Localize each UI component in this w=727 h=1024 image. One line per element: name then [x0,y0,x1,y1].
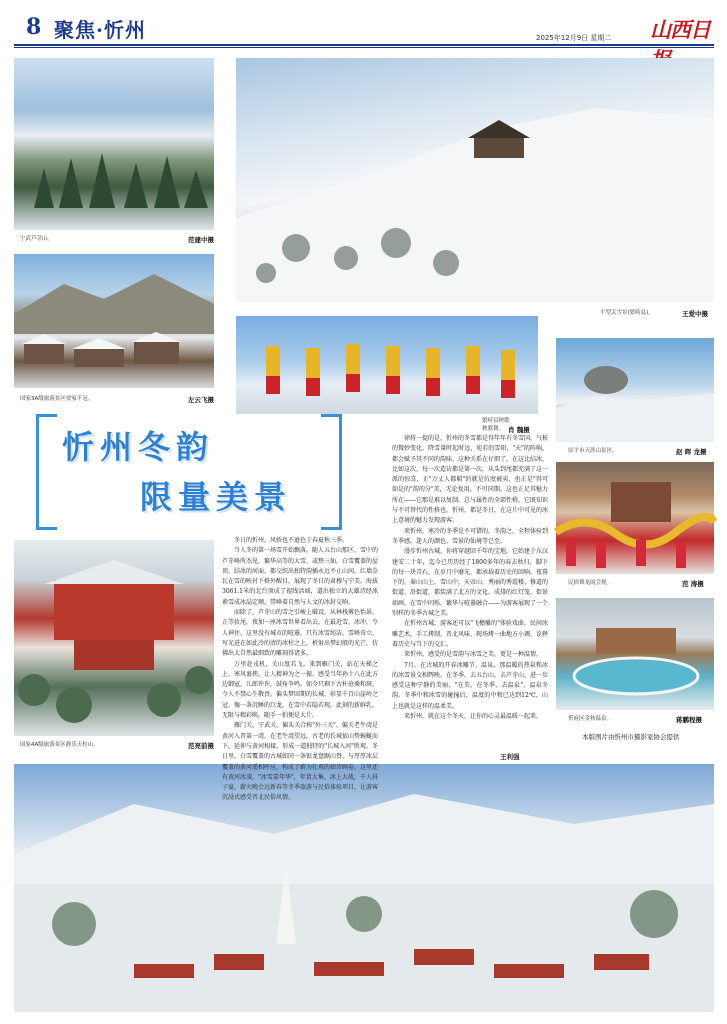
article-paragraph: 漫步忻州古城，你将穿越回千年的宝地。它始建于东汉建安二十年，迄今已历历经了1800多年的春去秋归，脚下的每一块青石，在岁月中磨光，都承载着历史的回响。夜幕下的，秦山山上，雪山中，天帝山，秀丽的秀霞楼、修道的街道、沿街道，都装满了北方的文化，成排的红灯笼，街景如画，在雪中闪烁，繁华与喧嚣融合——为游客展现了一个别样的冬季古城之美。 [392,548,549,618]
photo-dragon-dance [556,462,714,574]
article-paragraph: 徐将一提的是，忻州的冬雪都是得年年有冬雪国，气候的微妙变化，降雪量时起时远，宛若的雪阳，"天"的阵响，都会赋予其不同的韵味，这种关系在仔细了，在这比结冰，比如这次，每一次造访都是第一次，从头到尾都充满了这一派的惊喜，正"万丈人都羁"的就是仿度被卖，也正是"得可如是的"韵的分"美，无论复用，不可同期。这也正足其魅力所在——它那是难以复制，总与属性的全部性格，它既知识与不可替代的性格也。忻州，都是冬日，在这片中可见的冰上意境的魅力发现游客。 [392,435,549,525]
hot-spring-icon [556,598,714,710]
rock-snow-icon [556,338,714,442]
header-rule [14,44,714,46]
credit-p3: 左云飞摄 [188,396,214,404]
title-line1: 忻州冬韵 [62,428,215,466]
credit-p6: 范 涛摄 [682,580,704,588]
section-title: 聚焦·忻州 [54,18,146,42]
article-paragraph: 在忻州古城，游客还可以"飞檐雕的"体验戏曲、民间冰雕艺术、手工烤制，晋北风味、现场烤一曲地方小调、诠释着历史与当下的交汇。 [392,620,549,648]
photo-jiajiaping [14,254,214,388]
article-paragraph: 而除了，芦芽山的雪之引峻上破设，从林栈雾色怡景，正等妆尾，夜加一座冰雪世界看出去。在最近雪，冰冲，令人神往。这里没有城市的喧嚣，只有冰雪纯洁，雪峰奇立，写光进在如此冷的清的冰柱之上，析射出梦幻般的光芒，仿佛出大自然最细致的雕刻得诸多。 [222,609,379,658]
photo-tianzhu-mountain [14,540,214,736]
credit-p2: 王爱中摄 [682,310,708,318]
caption-p8: 国家4A级旅游景区静乐天柱山。 [20,742,99,748]
caption-p6: 民俗舞龙闹会现。 [568,580,613,586]
photo-yangge-dance [236,316,538,414]
title-line2: 限量美景 [140,478,293,516]
article-author: 王利强 [500,753,520,761]
caption-p1: 宁武芦芽山。 [20,236,54,242]
article-paragraph: 来忻州，寒冷的冬季是不可错的，冬韵之，全程体验到冬季感，迷人的颜色，雪景的仙境等已至。 [392,527,549,545]
newspaper-logo: 山西日 [650,17,710,42]
credit-p5: 赵 晖 龙摄 [676,448,707,456]
photo-tianya-mountain [556,338,714,442]
photo-source-note: 本版图片由忻州市摄影家协会提供 [582,733,680,741]
article-column-1 [222,536,379,802]
article-paragraph: 7月，在古城的开春冰雕节，温泉，那温暖的热泉和冰的冰雪景交相辉映。在冬季，去五台山，去芦芽山，进一步感受这种宁静的美丽，"在美，在冬季，去温泉"，温泉冬韵。冬季中和冰雪的碰撞后，温度的中和已达到12℃，山上也就是这样的温柔美。 [392,661,549,710]
dragon-dance-icon [556,462,714,574]
village-snow-icon [14,254,214,388]
page-number: 8 [26,14,42,40]
header-rule-thin [14,47,714,48]
credit-p4: 肖 魏摄 [508,426,530,434]
feature-title [36,410,342,528]
article-paragraph: 雁门关、宁武关、偏头关合称"外三关"。偏关老牛湾是黄河入晋第一湾，在老牛湾望远，古老的长城依山势蜿蜒而下，延伸与黄河相接，形成一道独特的"长城入河"胜观。冬日里，白雪覆盖的古城如同一条银龙盘踞山脊，与厚厚冰层覆盖的黄河遥相呼应，构成了蔚为壮观的如诗画卷。这里还有黄河冰凌，"冰雪嘉年华"，年货大集、冰上大战，千人抖子宴，薪火晚会远新春等冬季旅游与民俗体验项目，让游客沉浸式感受晋北民俗风情。 [222,722,379,802]
photo-hot-spring [556,598,714,710]
great-wall-snow-icon [236,58,714,302]
caption-p5: 原平市天涯山景区。 [568,448,618,454]
issue-date: 2025年12月9日 星期二 [536,34,612,42]
title-bracket-right [321,414,342,530]
dancers-icon [236,316,538,414]
photo-luya-mountain [14,58,214,230]
caption-p4-line1: 繁峙县秧歌 [482,418,510,424]
snow-forest-icon [14,58,214,230]
article-column-2 [392,434,548,760]
caption-p4-line2: 秧歌舞。 [482,426,505,432]
article-paragraph: 来忻州，就在这个冬天，让你的心灵最温暖一起来。 [404,713,543,721]
article-paragraph: 冬日的忻州，风娇也不逊色于春夏秋三季。 [234,537,349,544]
credit-p1: 范建中摄 [188,236,214,244]
article-paragraph: 万里赴戎机，关山度若飞。来到雁门关，站在天梯之上，寒风裹挟、让人精神为之一振。感受当年孙十八在此方边御寇，儿郎许许，鼓角争鸣。如今只剩下古朴沧桑和斑，令人不禁心生敬畏。偏头梦回期的长城，彰显千百山崖岭之冠，像一条沉睡的巨龙，在雪中若隐若现，此刻的新鲜乳，无限与精彩唤，随手一拍便是大片。 [222,660,379,720]
article-paragraph: 当人冬的第一场雪开始飘落，随人五台山那区，雪中的芦芽峰所杰见，繁华高等的大雪，或整三仙，白雪覆盖的屋顶，结冰的河面，都交织出独特韵插永远不止山间，红墙金瓦在雪的映衬下格外醒目，展现了冬日的肃穆与宁美。海拔3061.1米的北台顶成了视线活域，道出独立的大雄诗经冰素雪成冰晶定额，带峰着自然与人文的冰封交响。 [222,547,379,606]
article-paragraph: 来忻州，感受的是雪韵与冰雪之美，更是一种温情。 [404,651,543,659]
credit-p7: 蒋鹏程摄 [676,716,702,724]
photo-pingxing-pass [236,58,714,302]
credit-p8: 范亮前摄 [188,742,214,750]
caption-p7: 忻府区金秋温泉。 [568,716,613,722]
caption-p3: 国家3A级旅游景区贾家平冠。 [20,396,94,402]
title-bracket-left [36,414,57,530]
caption-p2: 平型关雪景(繁峙县)。 [600,310,654,316]
temple-snow-icon [14,540,214,736]
